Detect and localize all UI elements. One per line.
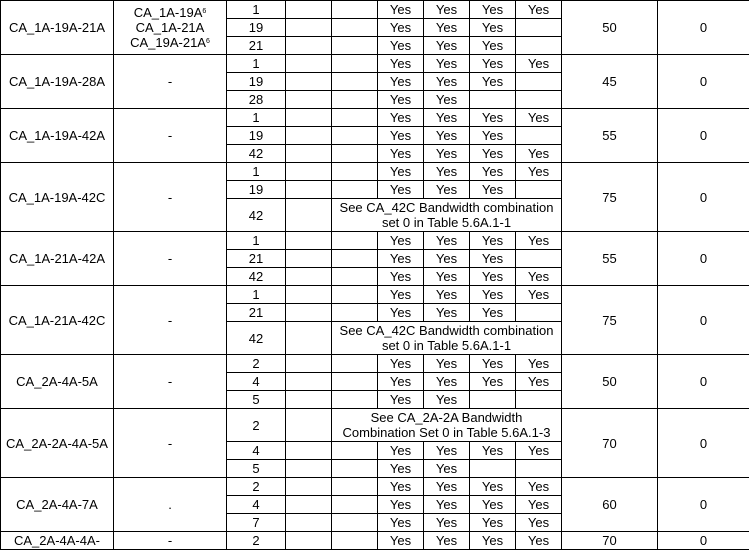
yes-cell: Yes <box>378 163 424 181</box>
yes-cell: Yes <box>424 460 470 478</box>
empty-cell <box>286 232 332 250</box>
yes-cell: Yes <box>470 532 516 550</box>
yes-cell: Yes <box>378 127 424 145</box>
yes-cell: Yes <box>516 232 562 250</box>
yes-cell: Yes <box>516 163 562 181</box>
combo-cell: CA_1A-19A-28A <box>1 55 114 109</box>
band-cell: 4 <box>227 442 286 460</box>
empty-cell <box>286 373 332 391</box>
max-bandwidth-cell: 45 <box>562 55 658 109</box>
note-cell: See CA_2A-2A Bandwidth Combination Set 0 in Table 5.6A.1-3 <box>332 409 562 442</box>
empty-cell <box>286 250 332 268</box>
yes-cell: Yes <box>424 1 470 19</box>
max-bandwidth-cell: 50 <box>562 1 658 55</box>
yes-cell: Yes <box>378 145 424 163</box>
table-row <box>1 286 749 304</box>
bcs-cell: 0 <box>658 55 749 109</box>
empty-cell <box>286 37 332 55</box>
bcs-cell: 0 <box>658 286 749 355</box>
yes-cell: Yes <box>424 232 470 250</box>
yes-cell: Yes <box>378 373 424 391</box>
empty-cell <box>332 514 378 532</box>
table-row <box>1 409 749 442</box>
fallback-cell: . <box>114 478 227 532</box>
bcs-cell: 0 <box>658 355 749 409</box>
band-cell: 21 <box>227 250 286 268</box>
yes-cell: Yes <box>470 232 516 250</box>
table-row <box>1 532 749 550</box>
yes-cell: Yes <box>378 514 424 532</box>
band-cell: 21 <box>227 304 286 322</box>
yes-cell: Yes <box>470 514 516 532</box>
empty-cell <box>516 304 562 322</box>
band-cell: 42 <box>227 268 286 286</box>
yes-cell: Yes <box>516 496 562 514</box>
footnote-marker: 6 <box>206 38 210 45</box>
note-cell: See CA_42C Bandwidth combination set 0 in Table 5.6A.1-1 <box>332 199 562 232</box>
fallback-cell: - <box>114 232 227 286</box>
yes-cell: Yes <box>424 163 470 181</box>
table-row <box>1 109 749 127</box>
empty-cell <box>470 91 516 109</box>
empty-cell <box>332 55 378 73</box>
band-cell: 19 <box>227 181 286 199</box>
yes-cell: Yes <box>470 127 516 145</box>
yes-cell: Yes <box>470 355 516 373</box>
yes-cell: Yes <box>424 250 470 268</box>
yes-cell: Yes <box>378 532 424 550</box>
combo-cell: CA_2A-4A-4A- <box>1 532 114 550</box>
yes-cell: Yes <box>378 91 424 109</box>
empty-cell <box>516 181 562 199</box>
empty-cell <box>332 250 378 268</box>
yes-cell: Yes <box>378 19 424 37</box>
yes-cell: Yes <box>424 442 470 460</box>
fallback-line <box>116 35 224 50</box>
empty-cell <box>286 532 332 550</box>
bcs-cell: 0 <box>658 1 749 55</box>
yes-cell: Yes <box>424 268 470 286</box>
empty-cell <box>332 1 378 19</box>
empty-cell <box>332 391 378 409</box>
max-bandwidth-cell: 60 <box>562 478 658 532</box>
yes-cell: Yes <box>378 355 424 373</box>
yes-cell: Yes <box>470 478 516 496</box>
yes-cell: Yes <box>378 1 424 19</box>
bcs-cell: 0 <box>658 409 749 478</box>
yes-cell: Yes <box>516 478 562 496</box>
empty-cell <box>286 460 332 478</box>
yes-cell: Yes <box>470 442 516 460</box>
empty-cell <box>516 73 562 91</box>
band-cell: 42 <box>227 145 286 163</box>
yes-cell: Yes <box>470 1 516 19</box>
yes-cell: Yes <box>424 127 470 145</box>
empty-cell <box>516 37 562 55</box>
empty-cell <box>332 532 378 550</box>
bcs-cell: 0 <box>658 532 749 550</box>
fallback-text: CA_1A-19A <box>134 5 203 20</box>
yes-cell: Yes <box>424 19 470 37</box>
empty-cell <box>286 19 332 37</box>
yes-cell: Yes <box>424 532 470 550</box>
empty-cell <box>286 163 332 181</box>
yes-cell: Yes <box>424 496 470 514</box>
yes-cell: Yes <box>424 145 470 163</box>
yes-cell: Yes <box>424 91 470 109</box>
fallback-cell: - <box>114 163 227 232</box>
band-cell: 42 <box>227 199 286 232</box>
fallback-cell: - <box>114 55 227 109</box>
yes-cell: Yes <box>470 73 516 91</box>
band-cell: 2 <box>227 355 286 373</box>
empty-cell <box>470 460 516 478</box>
yes-cell: Yes <box>378 460 424 478</box>
combo-cell: CA_1A-19A-21A <box>1 1 114 55</box>
empty-cell <box>286 478 332 496</box>
yes-cell: Yes <box>470 268 516 286</box>
yes-cell: Yes <box>470 109 516 127</box>
empty-cell <box>332 127 378 145</box>
empty-cell <box>332 286 378 304</box>
bcs-cell: 0 <box>658 109 749 163</box>
band-cell: 1 <box>227 1 286 19</box>
yes-cell: Yes <box>424 181 470 199</box>
table-row <box>1 355 749 373</box>
yes-cell: Yes <box>378 286 424 304</box>
yes-cell: Yes <box>470 496 516 514</box>
band-cell: 1 <box>227 286 286 304</box>
band-cell: 1 <box>227 55 286 73</box>
yes-cell: Yes <box>470 286 516 304</box>
fallback-cell: - <box>114 409 227 478</box>
empty-cell <box>516 460 562 478</box>
max-bandwidth-cell: 55 <box>562 232 658 286</box>
empty-cell <box>286 55 332 73</box>
max-bandwidth-cell: 75 <box>562 286 658 355</box>
fallback-text: CA_1A-21A <box>136 20 205 35</box>
fallback-cell: - <box>114 109 227 163</box>
max-bandwidth-cell: 70 <box>562 409 658 478</box>
yes-cell: Yes <box>378 73 424 91</box>
yes-cell: Yes <box>516 55 562 73</box>
empty-cell <box>332 232 378 250</box>
combo-cell: CA_2A-4A-7A <box>1 478 114 532</box>
empty-cell <box>470 391 516 409</box>
yes-cell: Yes <box>378 304 424 322</box>
yes-cell: Yes <box>470 163 516 181</box>
yes-cell: Yes <box>424 355 470 373</box>
combo-cell: CA_1A-21A-42C <box>1 286 114 355</box>
bcs-cell: 0 <box>658 232 749 286</box>
empty-cell <box>286 268 332 286</box>
fallback-cell: - <box>114 532 227 550</box>
yes-cell: Yes <box>424 304 470 322</box>
table-row <box>1 163 749 181</box>
band-cell: 2 <box>227 478 286 496</box>
empty-cell <box>516 391 562 409</box>
yes-cell: Yes <box>378 391 424 409</box>
empty-cell <box>286 127 332 145</box>
empty-cell <box>286 199 332 232</box>
band-cell: 1 <box>227 163 286 181</box>
yes-cell: Yes <box>516 268 562 286</box>
empty-cell <box>286 286 332 304</box>
yes-cell: Yes <box>378 109 424 127</box>
yes-cell: Yes <box>424 391 470 409</box>
table-row <box>1 55 749 73</box>
empty-cell <box>286 304 332 322</box>
empty-cell <box>332 460 378 478</box>
yes-cell: Yes <box>378 442 424 460</box>
yes-cell: Yes <box>470 19 516 37</box>
yes-cell: Yes <box>378 55 424 73</box>
fallback-text: CA_19A-21A <box>130 35 206 50</box>
band-cell: 28 <box>227 91 286 109</box>
empty-cell <box>332 442 378 460</box>
empty-cell <box>332 355 378 373</box>
yes-cell: Yes <box>378 268 424 286</box>
yes-cell: Yes <box>516 355 562 373</box>
empty-cell <box>516 127 562 145</box>
empty-cell <box>286 73 332 91</box>
yes-cell: Yes <box>424 55 470 73</box>
empty-cell <box>332 145 378 163</box>
yes-cell: Yes <box>470 373 516 391</box>
yes-cell: Yes <box>516 109 562 127</box>
empty-cell <box>332 496 378 514</box>
combo-cell: CA_2A-4A-5A <box>1 355 114 409</box>
yes-cell: Yes <box>470 250 516 268</box>
empty-cell <box>332 19 378 37</box>
yes-cell: Yes <box>516 442 562 460</box>
combo-cell: CA_2A-2A-4A-5A <box>1 409 114 478</box>
band-cell: 1 <box>227 232 286 250</box>
yes-cell: Yes <box>424 478 470 496</box>
yes-cell: Yes <box>424 73 470 91</box>
yes-cell: Yes <box>424 373 470 391</box>
bcs-cell: 0 <box>658 163 749 232</box>
bcs-cell: 0 <box>658 478 749 532</box>
table-body <box>1 1 749 550</box>
band-cell: 19 <box>227 127 286 145</box>
band-cell: 19 <box>227 73 286 91</box>
max-bandwidth-cell: 55 <box>562 109 658 163</box>
yes-cell: Yes <box>516 145 562 163</box>
combo-cell: CA_1A-21A-42A <box>1 232 114 286</box>
empty-cell <box>516 91 562 109</box>
band-cell: 1 <box>227 109 286 127</box>
empty-cell <box>286 91 332 109</box>
empty-cell <box>286 514 332 532</box>
yes-cell: Yes <box>516 1 562 19</box>
table-row <box>1 478 749 496</box>
yes-cell: Yes <box>424 37 470 55</box>
footnote-marker: 6 <box>202 8 206 15</box>
empty-cell <box>286 322 332 355</box>
band-cell: 7 <box>227 514 286 532</box>
empty-cell <box>286 181 332 199</box>
yes-cell: Yes <box>516 373 562 391</box>
empty-cell <box>286 145 332 163</box>
combo-cell: CA_1A-19A-42C <box>1 163 114 232</box>
yes-cell: Yes <box>378 496 424 514</box>
band-cell: 21 <box>227 37 286 55</box>
table-row <box>1 232 749 250</box>
yes-cell: Yes <box>424 514 470 532</box>
empty-cell <box>516 250 562 268</box>
max-bandwidth-cell: 75 <box>562 163 658 232</box>
yes-cell: Yes <box>470 55 516 73</box>
empty-cell <box>286 496 332 514</box>
max-bandwidth-cell: 50 <box>562 355 658 409</box>
table-row <box>1 1 749 19</box>
band-cell: 42 <box>227 322 286 355</box>
yes-cell: Yes <box>378 232 424 250</box>
empty-cell <box>332 181 378 199</box>
fallback-line <box>116 5 224 20</box>
yes-cell: Yes <box>378 250 424 268</box>
fallback-line <box>116 20 224 35</box>
band-cell: 5 <box>227 460 286 478</box>
empty-cell <box>286 109 332 127</box>
empty-cell <box>332 478 378 496</box>
yes-cell: Yes <box>470 145 516 163</box>
yes-cell: Yes <box>516 286 562 304</box>
combo-cell: CA_1A-19A-42A <box>1 109 114 163</box>
empty-cell <box>332 304 378 322</box>
yes-cell: Yes <box>516 514 562 532</box>
yes-cell: Yes <box>470 37 516 55</box>
yes-cell: Yes <box>378 478 424 496</box>
yes-cell: Yes <box>378 37 424 55</box>
empty-cell <box>332 73 378 91</box>
empty-cell <box>332 37 378 55</box>
max-bandwidth-cell: 70 <box>562 532 658 550</box>
yes-cell: Yes <box>516 532 562 550</box>
empty-cell <box>286 355 332 373</box>
fallback-cell: - <box>114 355 227 409</box>
fallback-cell: - <box>114 286 227 355</box>
band-cell: 19 <box>227 19 286 37</box>
band-cell: 2 <box>227 532 286 550</box>
yes-cell: Yes <box>424 109 470 127</box>
band-cell: 5 <box>227 391 286 409</box>
yes-cell: Yes <box>470 181 516 199</box>
empty-cell <box>332 268 378 286</box>
empty-cell <box>516 19 562 37</box>
note-cell: See CA_42C Bandwidth combination set 0 in Table 5.6A.1-1 <box>332 322 562 355</box>
band-cell: 2 <box>227 409 286 442</box>
empty-cell <box>286 442 332 460</box>
fallback-cell <box>114 1 227 55</box>
empty-cell <box>332 109 378 127</box>
yes-cell: Yes <box>424 286 470 304</box>
empty-cell <box>286 391 332 409</box>
band-cell: 4 <box>227 373 286 391</box>
empty-cell <box>332 373 378 391</box>
empty-cell <box>286 409 332 442</box>
empty-cell <box>286 1 332 19</box>
empty-cell <box>332 163 378 181</box>
band-cell: 4 <box>227 496 286 514</box>
yes-cell: Yes <box>378 181 424 199</box>
empty-cell <box>332 91 378 109</box>
yes-cell: Yes <box>470 304 516 322</box>
